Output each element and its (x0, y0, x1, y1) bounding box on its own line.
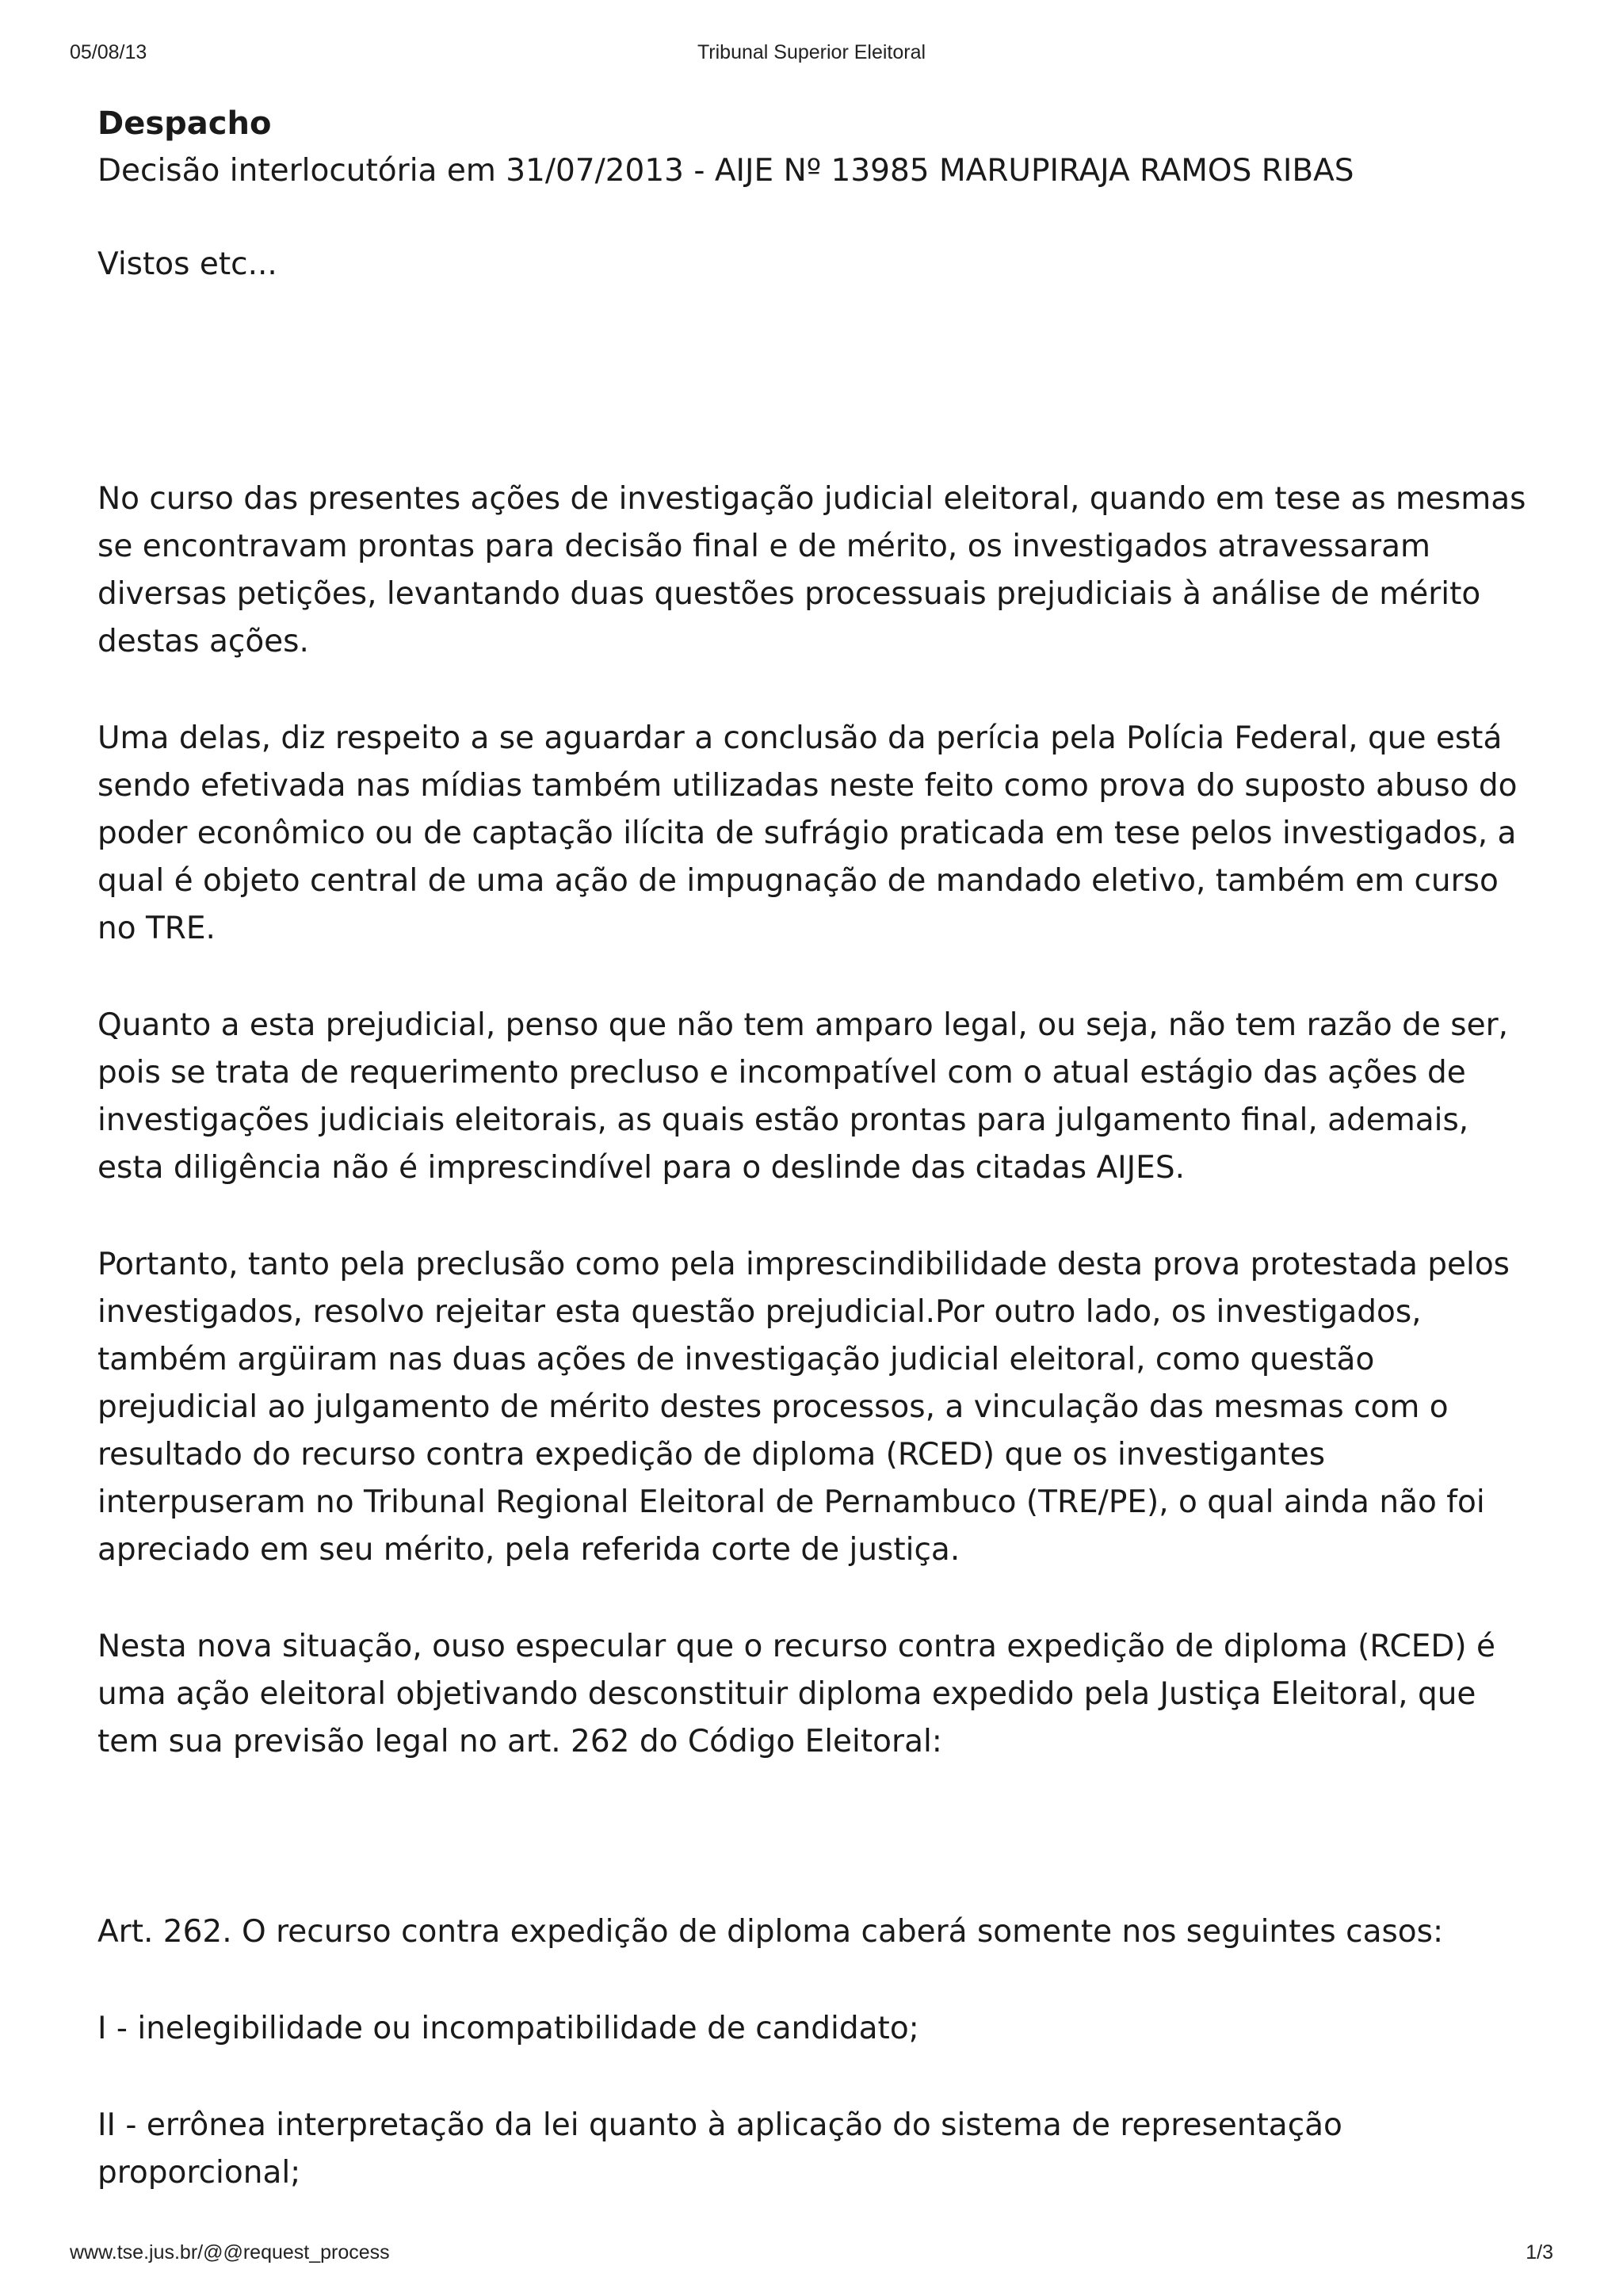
document-subtitle: Decisão interlocutória em 31/07/2013 - AIJE Nº 13985 MARUPIRAJA RAMOS RIBAS (97, 153, 1354, 189)
page-url: www.tse.jus.br/@@request_process (70, 2241, 390, 2264)
print-header (70, 41, 1553, 68)
print-date: 05/08/13 (70, 41, 147, 63)
page-number: 1/3 (1526, 2241, 1553, 2264)
greeting: Vistos etc... (97, 246, 277, 282)
document-title: Despacho (97, 105, 272, 142)
document-body (97, 100, 1540, 2197)
site-title: Tribunal Superior Eleitoral (697, 41, 926, 63)
article-item: II - errônea interpretação da lei quanto à aplicação do sistema de representação proporcional; (97, 2107, 1342, 2191)
article-item: I - inelegibilidade ou incompatibilidade de candidato; (97, 2011, 919, 2046)
print-footer (70, 2241, 1553, 2268)
paragraph: Quanto a esta prejudicial, penso que não tem amparo legal, ou seja, não tem razão de ser, pois se trata de requerimento precluso e incompatível com o atual estágio das ações de investigações judiciais eleitorais, as quais estão prontas para julgamento final, ademais, esta diligência não é imprescindível para o deslinde das citadas AIJES. (97, 1007, 1509, 1186)
paragraph: Uma delas, diz respeito a se aguardar a conclusão da perícia pela Polícia Federal, que está sendo efetivada nas mídias também utilizadas neste feito como prova do suposto abuso do poder econômico ou de captação ilícita de sufrágio praticada em tese pelos investigados, a qual é objeto central de uma ação de impugnação de mandado eletivo, também em curso no TRE. (97, 720, 1518, 946)
paragraph: Portanto, tanto pela preclusão como pela imprescindibilidade desta prova protestada pelos investigados, resolvo rejeitar esta questão prejudicial.Por outro lado, os investigados, também argüiram nas duas ações de investigação judicial eleitoral, como questão prejudicial ao julgamento de mérito destes processos, a vinculação das mesmas com o resultado do recurso contra expedição de diploma (RCED) que os investigantes interpuseram no Tribunal Regional Eleitoral de Pernambuco (TRE/PE), o qual ainda não foi apreciado em seu mérito, pela referida corte de justiça. (97, 1247, 1510, 1568)
paragraph: Nesta nova situação, ouso especular que o recurso contra expedição de diploma (RCED) é uma ação eleitoral objetivando desconstituir diploma expedido pela Justiça Eleitoral, que tem sua previsão legal no art. 262 do Código Eleitoral: (97, 1629, 1496, 1759)
paragraph: No curso das presentes ações de investigação judicial eleitoral, quando em tese as mesmas se encontravam prontas para decisão final e de mérito, os investigados atravessaram diversas petições, levantando duas questões processuais prejudiciais à análise de mérito destas ações. (97, 481, 1526, 659)
article-heading: Art. 262. O recurso contra expedição de diploma caberá somente nos seguintes casos: (97, 1914, 1444, 1950)
